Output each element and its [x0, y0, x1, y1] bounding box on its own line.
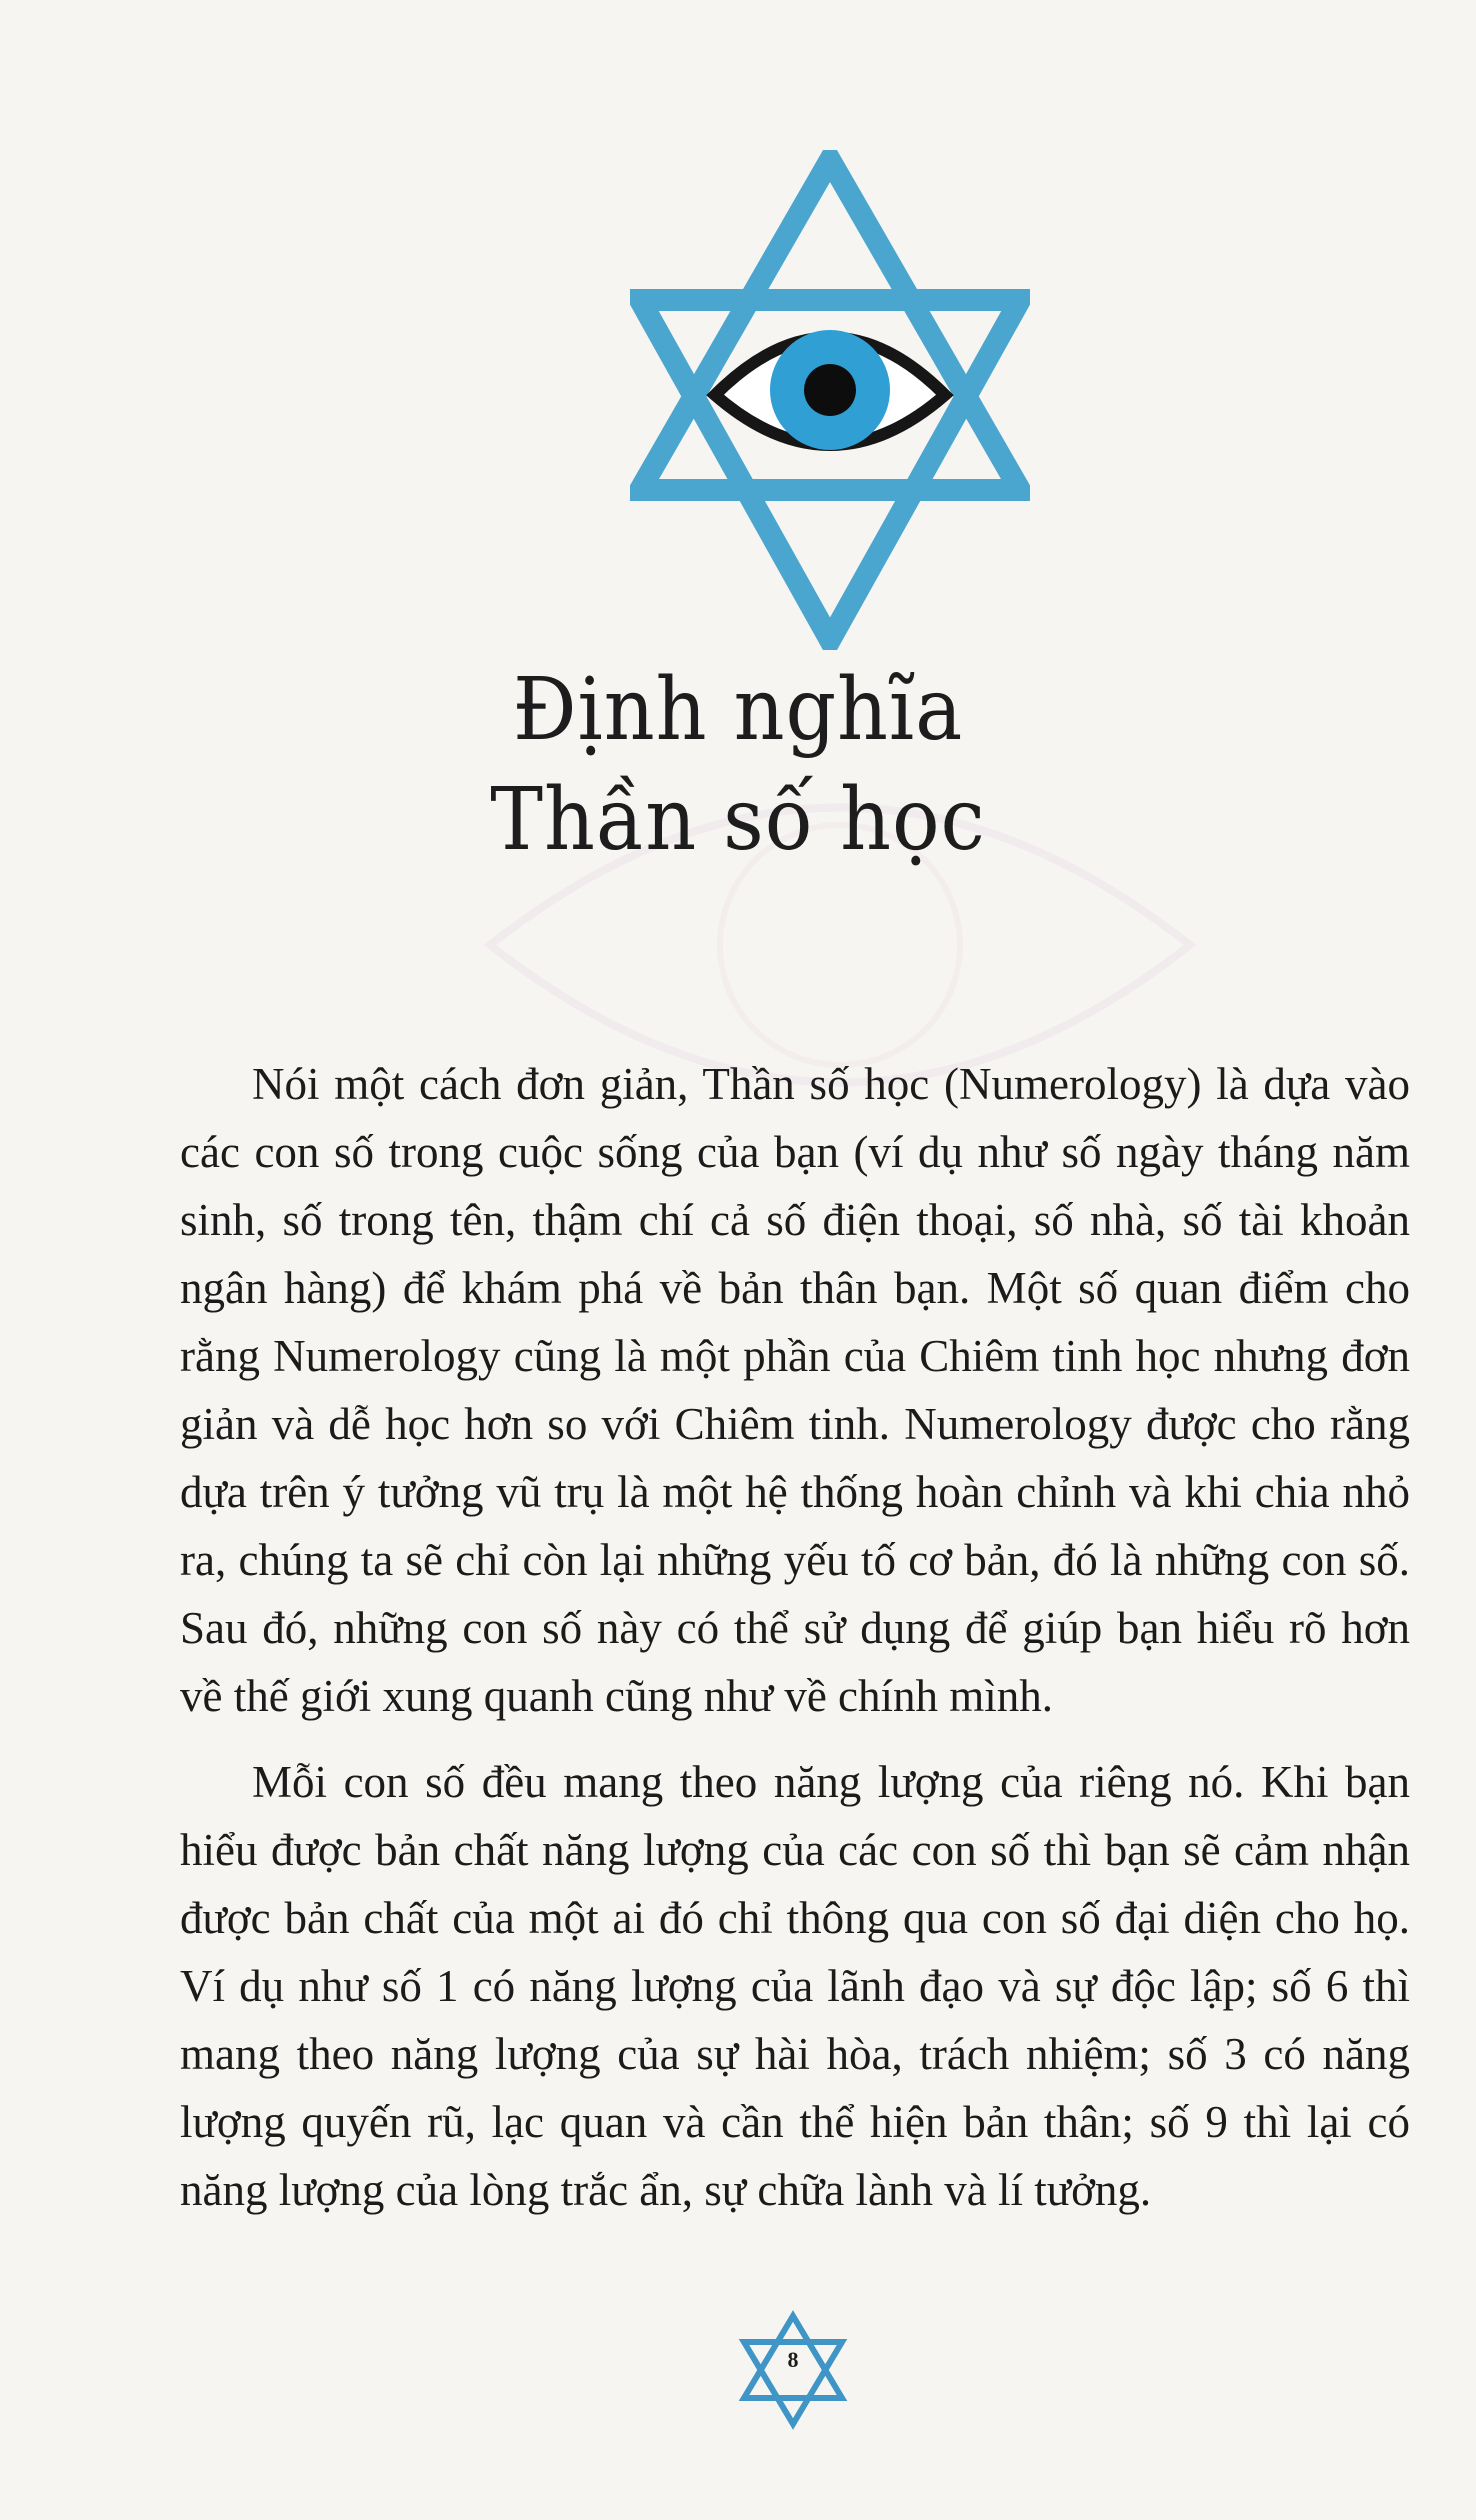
- page-title: [0, 655, 1476, 875]
- page-number: 8: [787, 2347, 799, 2372]
- body-text: [180, 1050, 1410, 2242]
- paragraph-2: Mỗi con số đều mang theo năng lượng của riêng nó. Khi bạn hiểu được bản chất năng lượng của các con số thì bạn sẽ cảm nhận được bản chất của một ai đó chỉ thông qua con số đại diện cho họ. Ví dụ như số 1 có năng lượng của lãnh đạo và sự độc lập; số 6 thì mang theo năng lượng của sự hài hòa, trách nhiệm; số 3 có năng lượng quyến rũ, lạc quan và cần thể hiện bản thân; số 9 thì lại có năng lượng của lòng trắc ẩn, sự chữa lành và lí tưởng.: [180, 1757, 1410, 2215]
- title-line-2: Thần số học: [490, 770, 986, 870]
- title-line-1: Định nghĩa: [512, 660, 964, 760]
- paragraph-1: Nói một cách đơn giản, Thần số học (Numerology) là dựa vào các con số trong cuộc sống của bạn (ví dụ như số ngày tháng năm sinh, số trong tên, thậm chí cả số điện thoại, số nhà, số tài khoản ngân hàng) để khám phá về bản thân bạn. Một số quan điểm cho rằng Numerology cũng là một phần của Chiêm tinh học nhưng đơn giản và dễ học hơn so với Chiêm tinh. Numerology được cho rằng dựa trên ý tưởng vũ trụ là một hệ thống hoàn chỉnh và khi chia nhỏ ra, chúng ta sẽ chỉ còn lại những yếu tố cơ bản, đó là những con số. Sau đó, những con số này có thể sử dụng để giúp bạn hiểu rõ hơn về thế giới xung quanh cũng như về chính mình.: [180, 1059, 1410, 1721]
- star-of-david-eye-icon: [630, 150, 1030, 650]
